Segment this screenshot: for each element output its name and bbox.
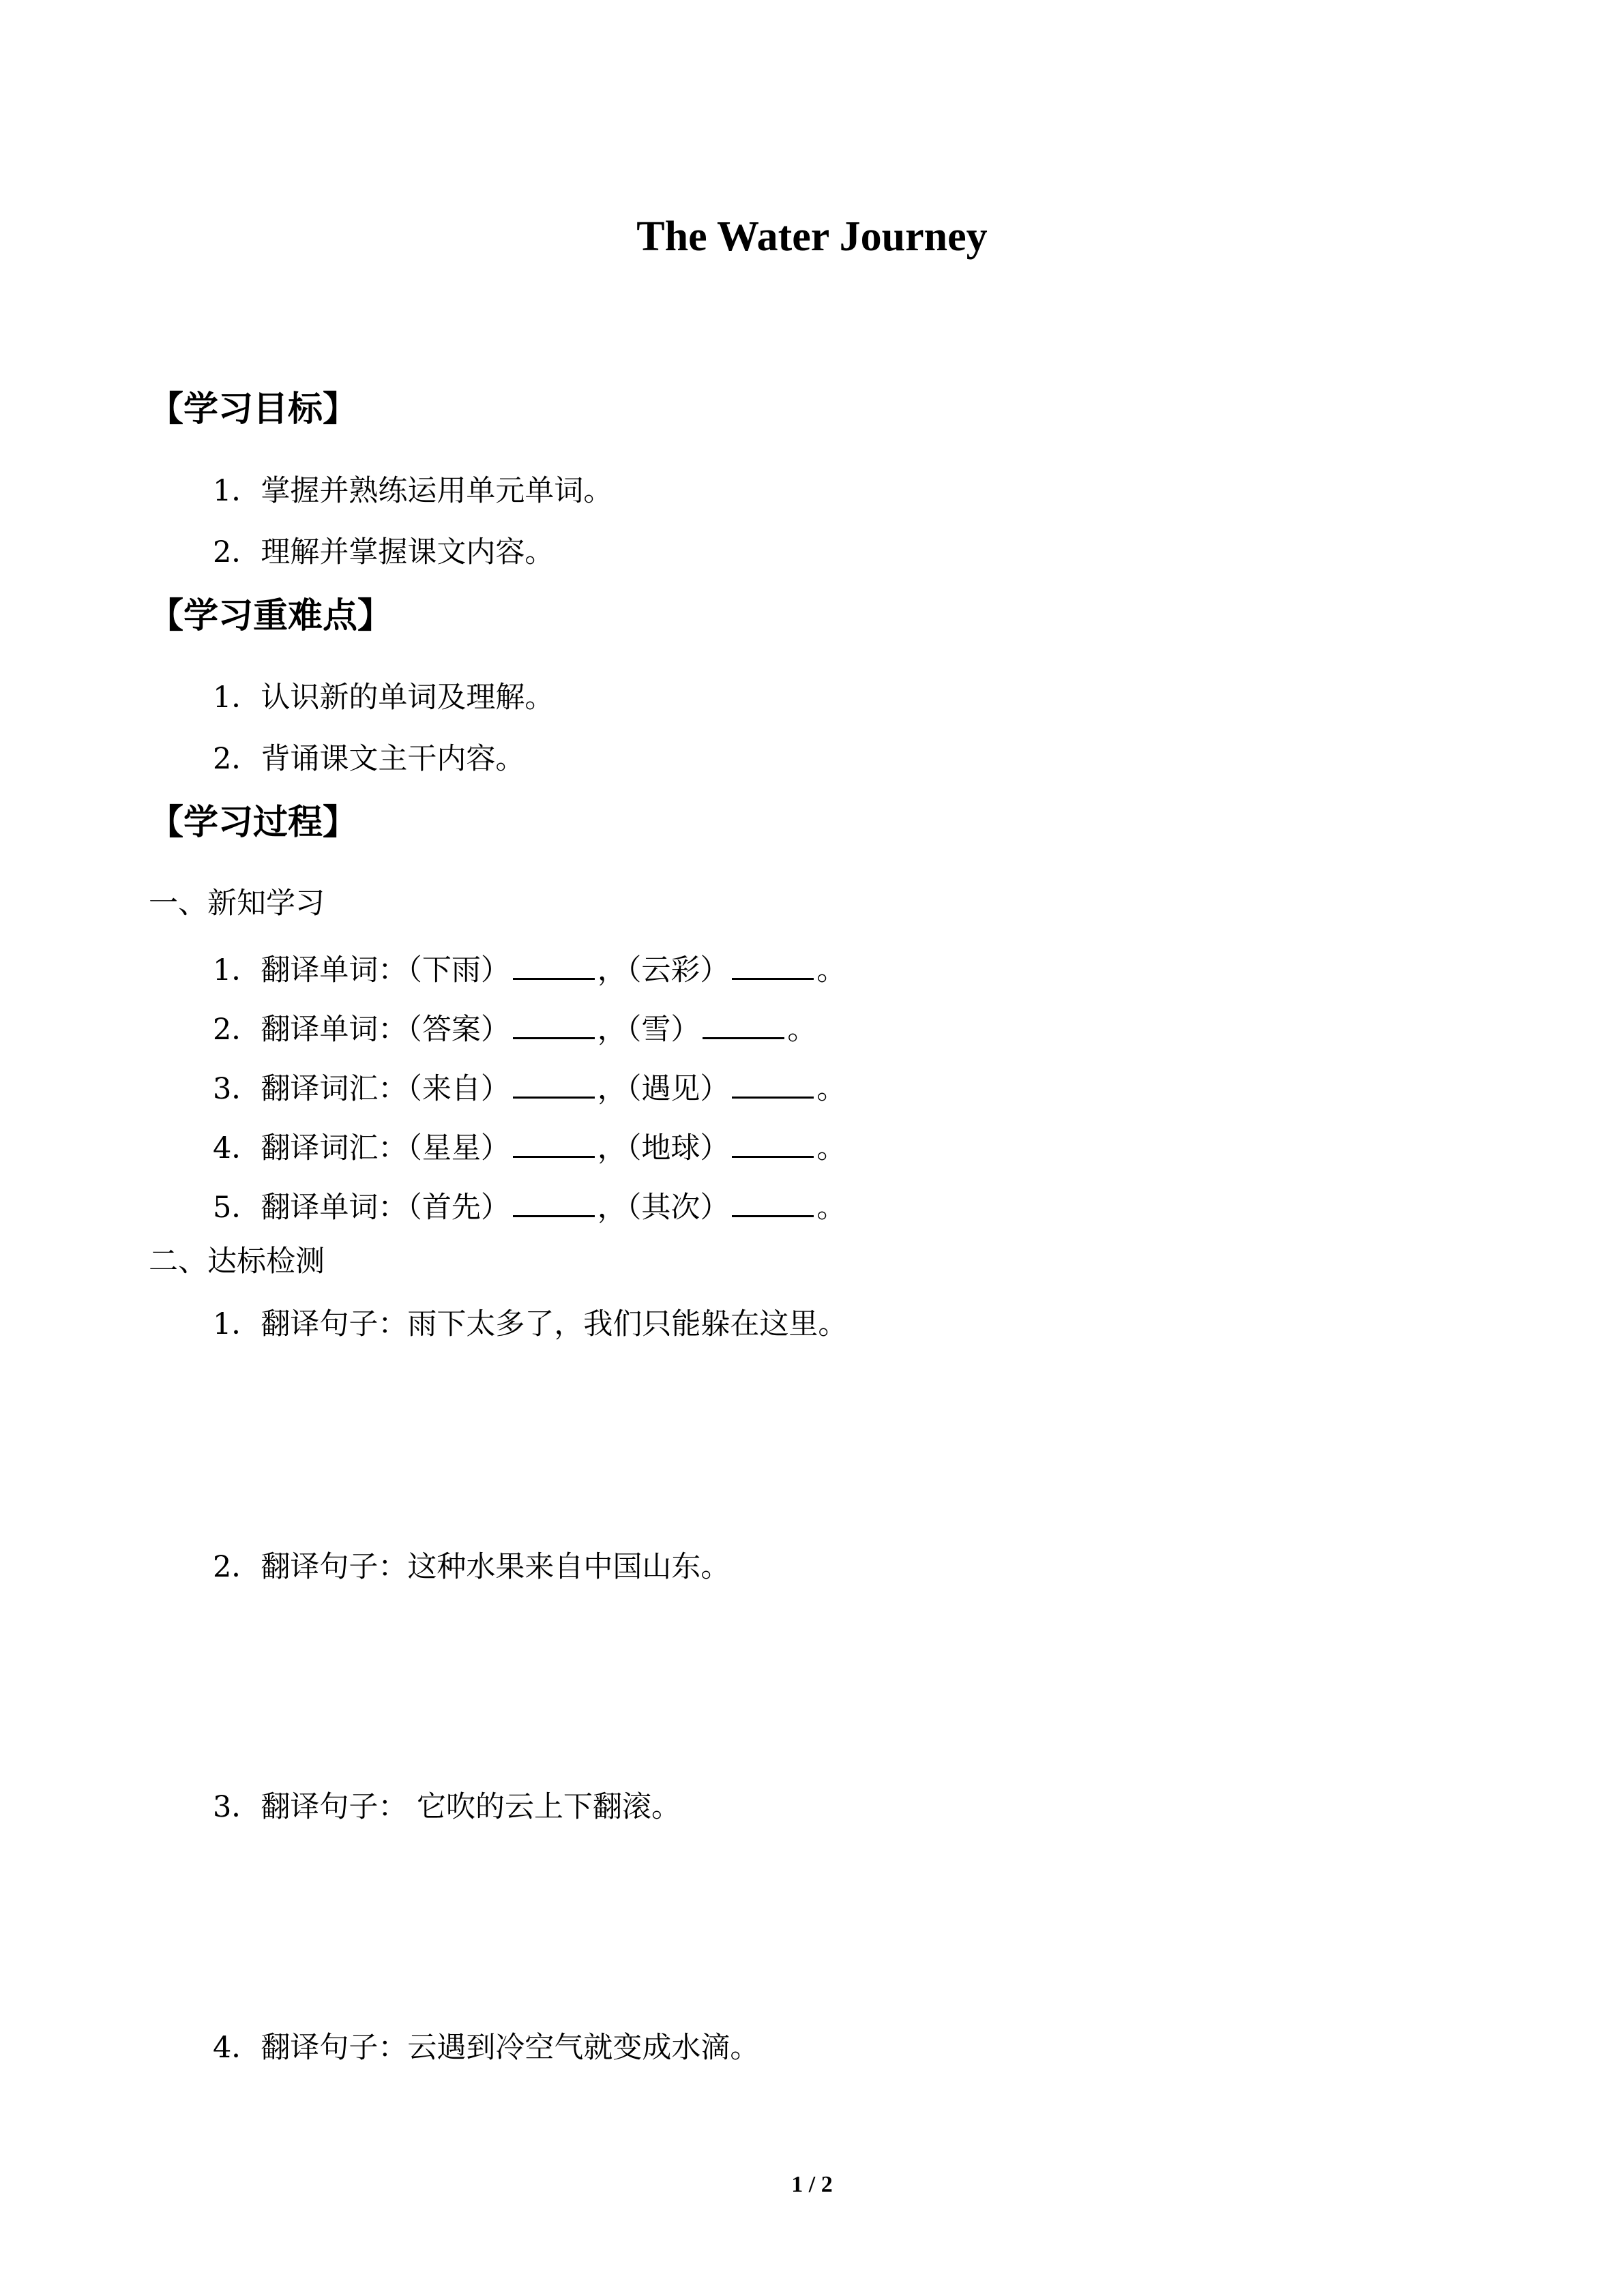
answer-blank <box>513 1185 595 1217</box>
process-heading: 【学习过程】 <box>149 803 358 843</box>
answer-blank <box>732 1126 814 1158</box>
part2-title: 二、达标检测 <box>149 1244 325 1279</box>
document-title: The Water Journey <box>636 213 988 260</box>
key-points-heading: 【学习重难点】 <box>149 596 393 636</box>
key-point-item: 2．背诵课文主干内容。 <box>213 742 525 776</box>
answer-blank <box>732 1067 814 1099</box>
answer-blank <box>703 1007 784 1039</box>
objective-item: 2．理解并掌握课文内容。 <box>213 535 555 569</box>
answer-blank <box>513 1126 595 1158</box>
translation-item: 4．翻译句子：云遇到冷空气就变成水滴。 <box>213 2031 760 2065</box>
objectives-heading: 【学习目标】 <box>149 389 358 430</box>
answer-blank <box>513 948 595 980</box>
vocab-item: 1．翻译单词：（下雨） ，（云彩） 。 <box>213 948 846 989</box>
page-number: 1 / 2 <box>791 2172 833 2197</box>
vocab-item: 4．翻译词汇：（星星） ，（地球） 。 <box>213 1126 846 1167</box>
answer-blank <box>513 1007 595 1039</box>
objective-item: 1．掌握并熟练运用单元单词。 <box>213 474 613 508</box>
part1-title: 一、新知学习 <box>149 886 325 921</box>
answer-blank <box>513 1067 595 1099</box>
translation-item: 3．翻译句子： 它吹的云上下翻滚。 <box>213 1790 681 1824</box>
key-point-item: 1．认识新的单词及理解。 <box>213 681 555 715</box>
vocab-item: 2．翻译单词：（答案） ，（雪） 。 <box>213 1007 816 1048</box>
vocab-item: 3．翻译词汇：（来自） ，（遇见） 。 <box>213 1067 846 1107</box>
translation-item: 2．翻译句子：这种水果来自中国山东。 <box>213 1550 730 1584</box>
vocab-item: 5．翻译单词：（首先） ，（其次） 。 <box>213 1185 846 1226</box>
answer-blank <box>732 1185 814 1217</box>
translation-item: 1．翻译句子：雨下太多了，我们只能躲在这里。 <box>213 1307 848 1341</box>
answer-blank <box>732 948 814 980</box>
